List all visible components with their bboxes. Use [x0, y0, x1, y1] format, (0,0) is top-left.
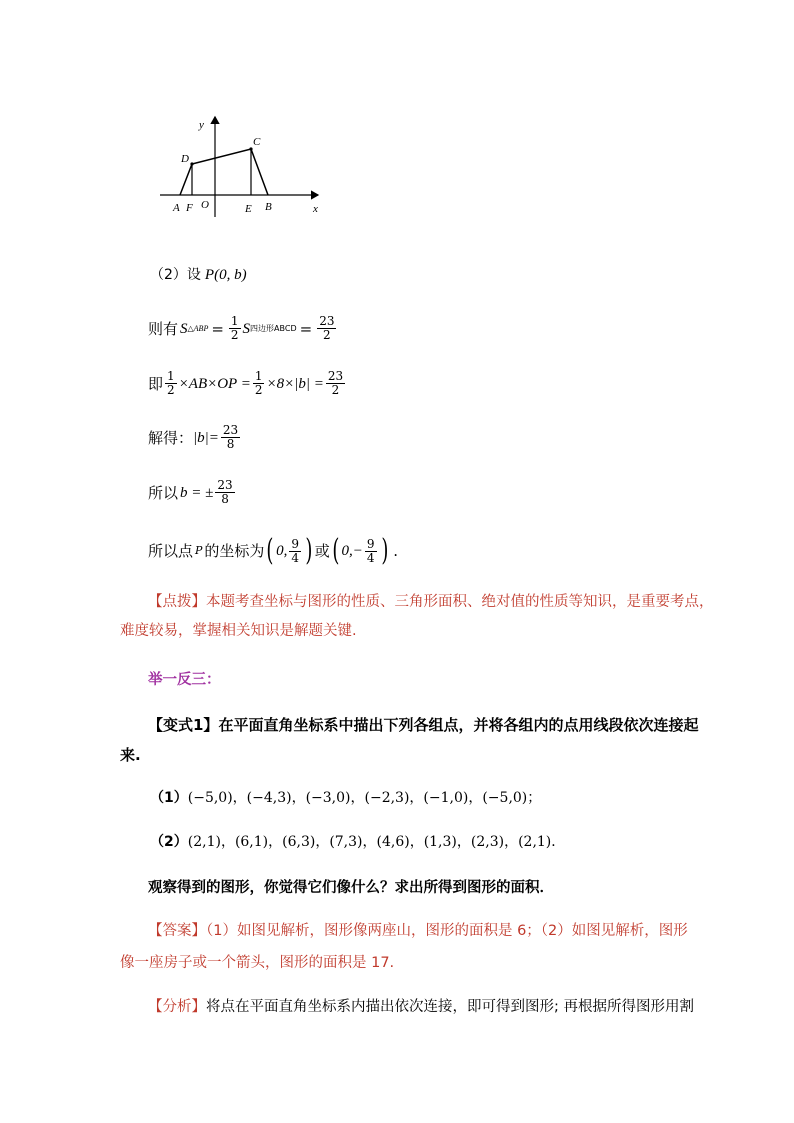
area-equation: 则有 S △ABP = $\frac{1}{2}$ S 四边形ABCD = $\frac{23}{2}$: [148, 314, 335, 342]
tip-line-2: 难度较易，掌握相关知识是解题关键.: [120, 623, 357, 639]
section-title: 举一反三：: [148, 672, 221, 688]
tip-label: 【点拨】: [148, 594, 206, 610]
part2-intro: （2）设 P(0, b): [150, 267, 247, 283]
label-y: y: [199, 119, 204, 131]
label-f: F: [186, 202, 193, 214]
answer-line-2: 像一座房子或一个箭头，图形的面积是 17.: [120, 955, 395, 971]
variant-line-1: 【变式1】在平面直角坐标系中描出下列各组点，并将各组内的点用线段依次连接起: [148, 716, 699, 734]
solve-line: 解得： |b|= $\frac{23}{8}$: [148, 423, 239, 451]
analysis-line-1: 【分析】将点在平面直角坐标系内描出依次连接，即可得到图形; 再根据所得图形用割: [148, 999, 694, 1015]
group-1-points: （1）(−5,0)，(−4,3)，(−3,0)，(−2,3)，(−1,0)，(−5,0)；: [150, 790, 542, 806]
quadrilateral-outline: [180, 149, 268, 195]
variant-label: 【变式1】: [148, 716, 219, 734]
answer-line-1: 【答案】（1）如图见解析，图形像两座山，图形的面积是 6；（2）如图见解析，图形: [148, 923, 688, 939]
label-o: O: [201, 199, 209, 211]
product-equation: 即 $\frac{1}{2}$ ×AB×OP = $\frac{1}{2}$ ×8×|b| = $\frac{23}{2}$: [148, 369, 344, 397]
label-c: C: [253, 136, 261, 148]
label-d: D: [181, 153, 189, 165]
label-x: x: [313, 203, 318, 215]
variant-question: 观察得到的图形，你觉得它们像什么？求出所得到图形的面积．: [148, 880, 554, 896]
analysis-label: 【分析】: [148, 999, 206, 1015]
answer-label: 【答案】: [148, 923, 206, 939]
quadrilateral-figure: [155, 112, 335, 222]
coordinates-line: 所以点 P 的坐标为 ( 0, $\frac{9}{4}$ ) 或 ( 0,− $\frac{9}{4}$ ) .: [148, 533, 399, 568]
group-2-points: （2）(2,1)，(6,1)，(6,3)，(7,3)，(4,6)，(1,3)，(2,3)，(2,1)．: [150, 834, 566, 850]
label-b: B: [265, 201, 272, 213]
label-e: E: [245, 203, 252, 215]
label-a: A: [173, 202, 180, 214]
result-b-line: 所以 b = ± $\frac{23}{8}$: [148, 478, 233, 506]
tip-line-1: 【点拨】本题考查坐标与图形的性质、三角形面积、绝对值的性质等知识，是重要考点，: [148, 594, 714, 610]
variant-line-2: 来.: [120, 746, 141, 764]
